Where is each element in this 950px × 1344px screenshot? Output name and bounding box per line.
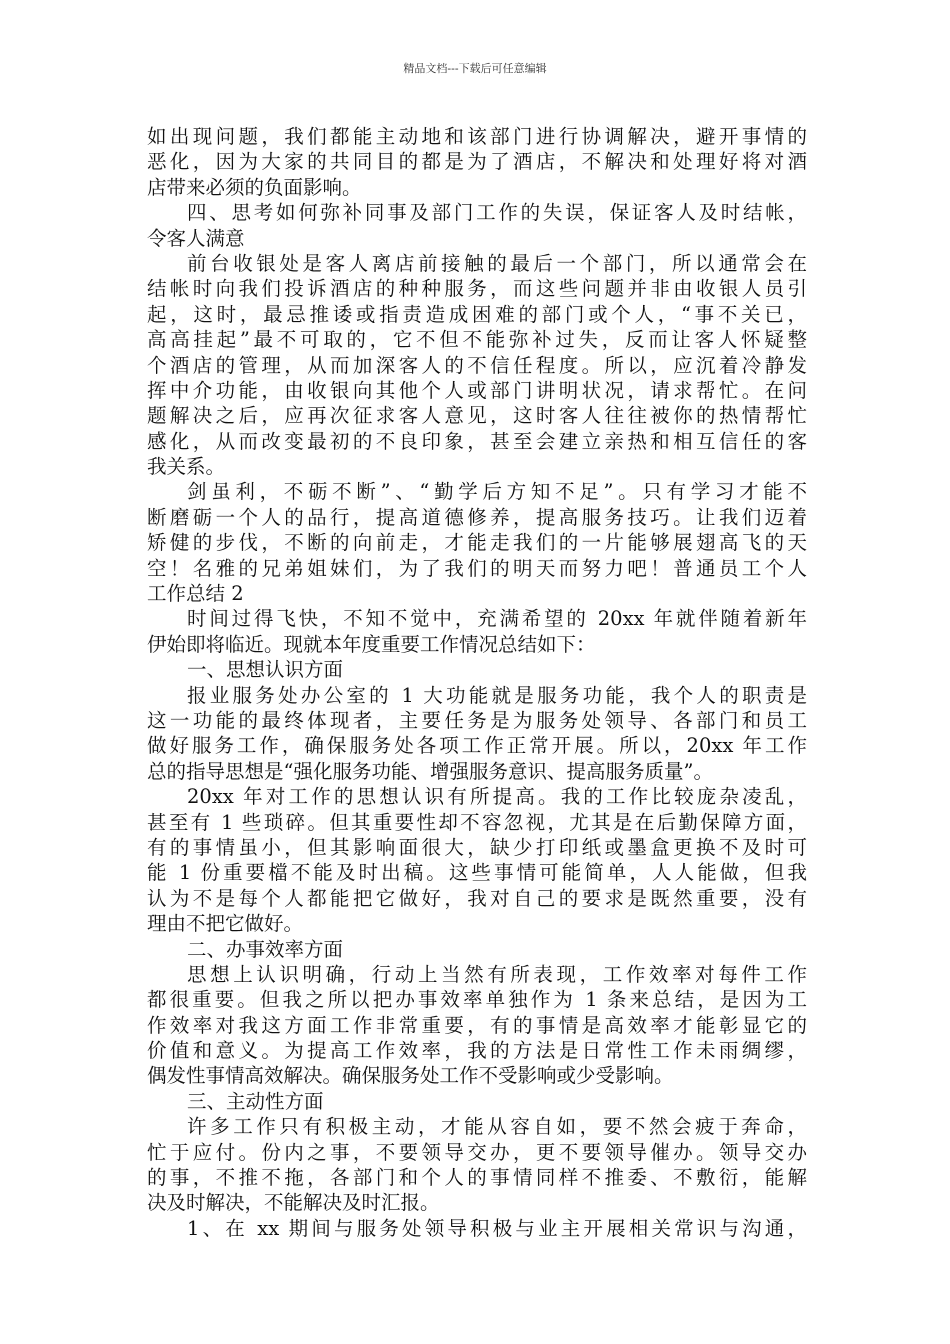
- text-line: 结帐时向我们投诉酒店的种种服务，而这些问题并非由收银人员引: [147, 277, 807, 301]
- text-line: 高高挂起”最不可取的，它不但不能弥补过失，反而让客人怀疑整: [147, 328, 807, 352]
- text-line: 认为不是每个人都能把它做好，我对自己的要求是既然重要，没有: [147, 886, 807, 910]
- text-line: 如出现问题，我们都能主动地和该部门进行协调解决，避开事情的: [147, 125, 807, 148]
- text-line: 报业服务处办公室的 1 大功能就是服务功能，我个人的职责是: [187, 683, 807, 707]
- text-line: 个酒店的管理，从而加深客人的不信任程度。所以，应沉着冷静发: [147, 353, 807, 377]
- text-line: 二、办事效率方面: [187, 937, 344, 961]
- text-line: 矫健的步伐，不断的向前走，才能走我们的一片能够展翅高飞的天: [147, 531, 807, 555]
- text-line: 许多工作只有积极主动，才能从容自如，要不然会疲于奔命，: [187, 1115, 807, 1139]
- document-body: [147, 124, 807, 1241]
- text-line: 店带来必须的负面影响。: [147, 175, 362, 199]
- text-line: 忙于应付。份内之事，不要领导交办，更不要领导催办。领导交办: [147, 1140, 807, 1164]
- text-line: 作效率对我这方面工作非常重要，有的事情是高效率才能彰显它的: [147, 1013, 807, 1037]
- text-line: 1、在 xx 期间与服务处领导积极与业主开展相关常识与沟通，: [187, 1216, 807, 1240]
- text-line: 决及时解决，不能解决及时汇报。: [147, 1191, 440, 1215]
- text-line: 断磨砺一个人的品行，提高道德修养，提高服务技巧。让我们迈着: [147, 505, 807, 529]
- text-line: 一、思想认识方面: [187, 658, 344, 682]
- text-line: 时间过得飞快，不知不觉中，充满希望的 20xx 年就伴随着新年: [187, 607, 807, 631]
- text-line: 题解决之后，应再次征求客人意见，这时客人往往被你的热情帮忙: [147, 404, 807, 428]
- page-header: 精品文档---下载后可任意编辑: [403, 62, 547, 75]
- text-line: 这一功能的最终体现者，主要任务是为服务处领导、各部门和员工: [147, 708, 807, 732]
- text-line: 偶发性事情高效解决。确保服务处工作不受影响或少受影响。: [147, 1064, 674, 1088]
- text-line: 甚至有 1 些琐碎。但其重要性却不容忽视，尤其是在后勤保障方面，: [147, 810, 807, 834]
- text-line: 做好服务工作，确保服务处各项工作正常开展。所以，20xx 年工作: [147, 734, 807, 758]
- text-line: 伊始即将临近。现就本年度重要工作情况总结如下：: [147, 632, 596, 656]
- text-line: 剑虽利，不砺不断”、“勤学后方知不足”。只有学习才能不: [187, 480, 807, 504]
- text-line: 20xx 年对工作的思想认识有所提高。我的工作比较庞杂凌乱，: [187, 785, 807, 809]
- text-line: 挥中介功能，由收银向其他个人或部门讲明状况，请求帮忙。在问: [147, 378, 807, 402]
- text-line: 都很重要。但我之所以把办事效率单独作为 1 条来总结，是因为工: [147, 988, 807, 1012]
- text-line: 感化，从而改变最初的不良印象，甚至会建立亲热和相互信任的客: [147, 429, 807, 453]
- text-line: 理由不把它做好。: [147, 912, 304, 936]
- text-line: 恶化，因为大家的共同目的都是为了酒店，不解决和处理好将对酒: [147, 150, 807, 174]
- text-line: 四、思考如何弥补同事及部门工作的失误，保证客人及时结帐，: [187, 201, 807, 225]
- text-line: 三、主动性方面: [187, 1089, 324, 1113]
- text-line: 有的事情虽小，但其影响面很大，缺少打印纸或墨盒更换不及时可: [147, 835, 807, 859]
- text-line: 令客人满意: [147, 226, 245, 250]
- text-line: 工作总结 2: [147, 582, 244, 606]
- text-line: 起，这时，最忌推诿或指责造成困难的部门或个人，“事不关已，: [147, 302, 807, 326]
- text-line: 前台收银处是客人离店前接触的最后一个部门，所以通常会在: [187, 251, 807, 275]
- text-line: 思想上认识明确，行动上当然有所表现，工作效率对每件工作: [187, 962, 807, 986]
- text-line: 价值和意义。为提高工作效率，我的方法是日常性工作未雨绸缪，: [147, 1039, 807, 1063]
- text-line: 空！名雅的兄弟姐妹们，为了我们的明天而努力吧！普通员工个人: [147, 556, 807, 580]
- text-line: 的事，不推不拖，各部门和个人的事情同样不推委、不敷衍，能解: [147, 1166, 807, 1190]
- text-line: 能 1 份重要檔不能及时出稿。这些事情可能简单，人人能做，但我: [147, 861, 807, 885]
- text-line: 我关系。: [147, 455, 226, 479]
- text-line: 总的指导思想是“强化服务功能、增强服务意识、提高服务质量”。: [147, 759, 713, 783]
